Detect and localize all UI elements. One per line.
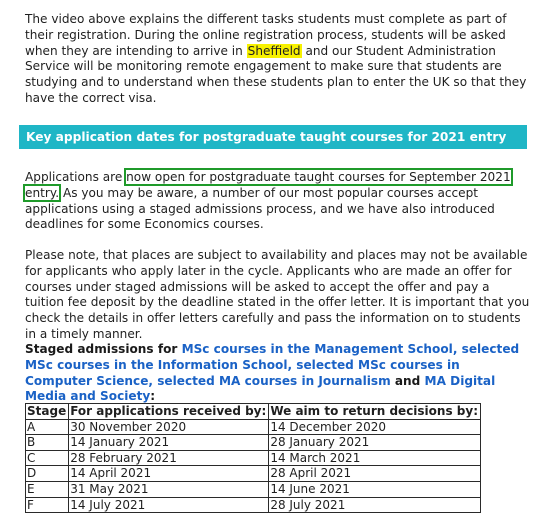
- dates-table: [25, 403, 481, 513]
- cell-stage: A: [26, 419, 69, 435]
- link-information-school[interactable]: selected MSc courses in the Information School: [25, 342, 520, 372]
- staged-sep-1: ,: [452, 342, 462, 356]
- link-computer-science[interactable]: selected MSc courses in Computer Science: [25, 357, 460, 388]
- cell-stage: D: [26, 466, 69, 482]
- staged-sep-3: ,: [148, 373, 158, 388]
- cell-decisions-by: 14 March 2021: [269, 450, 481, 466]
- table-row: [26, 466, 481, 482]
- header-stage: Stage: [26, 404, 69, 420]
- table-row: [26, 481, 481, 497]
- cell-stage: B: [26, 435, 69, 451]
- cell-received-by: 31 May 2021: [69, 481, 269, 497]
- table-header-row: [26, 404, 481, 420]
- cell-decisions-by: 14 December 2020: [269, 419, 481, 435]
- intro-paragraph: [25, 12, 530, 107]
- cell-received-by: 30 November 2020: [69, 419, 269, 435]
- cell-received-by: 14 January 2021: [69, 435, 269, 451]
- header-decisions-by: We aim to return decisions by:: [269, 404, 481, 420]
- intro-text-before: The video above explains the different tasks students must complete as part of their registration. During the online registration process, students will be asked when they are intending to arrive in: [25, 12, 507, 58]
- staged-prefix: Staged admissions for: [25, 342, 182, 356]
- cell-stage: E: [26, 481, 69, 497]
- cell-decisions-by: 28 January 2021: [269, 435, 481, 451]
- table-row: [26, 497, 481, 513]
- banner-title: Key application dates for postgraduate taught courses for 2021 entry: [26, 130, 507, 144]
- cell-received-by: 28 February 2021: [69, 450, 269, 466]
- table-row: [26, 419, 481, 435]
- table-row: [26, 435, 481, 451]
- intro-text-after: and our Student Administration Service will be monitoring remote engagement to make sure that students are studying and to understand when these students plan to enter the UK so that they have the correct visa.: [25, 43, 527, 105]
- highlighted-sheffield: Sheffield: [247, 43, 301, 58]
- applications-text-before: Applications are: [25, 170, 127, 184]
- staged-sep-2: ,: [287, 357, 297, 372]
- staged-and: and: [390, 373, 425, 388]
- cell-stage: C: [26, 450, 69, 466]
- staged-admissions-paragraph: [25, 342, 530, 405]
- boxed-open-notice: now open for postgraduate taught courses for September 2021 entry.: [25, 170, 511, 200]
- table-row: [26, 450, 481, 466]
- applications-text-after: As you may be aware, a number of our most popular courses accept applications using a staged admissions process, and we have also introduced deadlines for some Economics courses.: [25, 185, 495, 232]
- section-banner: [19, 125, 527, 149]
- cell-decisions-by: 28 April 2021: [269, 466, 481, 482]
- cell-received-by: 14 July 2021: [69, 497, 269, 513]
- note-text: Please note, that places are subject to availability and places may not be available for applicants who apply later in the cycle. Applicants who are made an offer for courses under staged admissions will be asked to accept the offer and pay a tuition fee deposit by the deadline stated in the offer letter. It is important that you check the details in offer letters carefully and pass the information on to students in a timely manner.: [25, 248, 530, 341]
- cell-received-by: 14 April 2021: [69, 466, 269, 482]
- cell-decisions-by: 28 July 2021: [269, 497, 481, 513]
- staged-suffix: :: [150, 389, 156, 404]
- link-digital-media[interactable]: MA Digital Media and Society: [25, 373, 496, 404]
- note-paragraph: [25, 248, 530, 343]
- link-management-school[interactable]: MSc courses in the Management School: [181, 342, 453, 356]
- applications-paragraph: [25, 170, 530, 233]
- link-journalism[interactable]: selected MA courses in Journalism: [157, 373, 391, 388]
- header-received-by: For applications received by:: [69, 404, 269, 420]
- cell-stage: F: [26, 497, 69, 513]
- cell-decisions-by: 14 June 2021: [269, 481, 481, 497]
